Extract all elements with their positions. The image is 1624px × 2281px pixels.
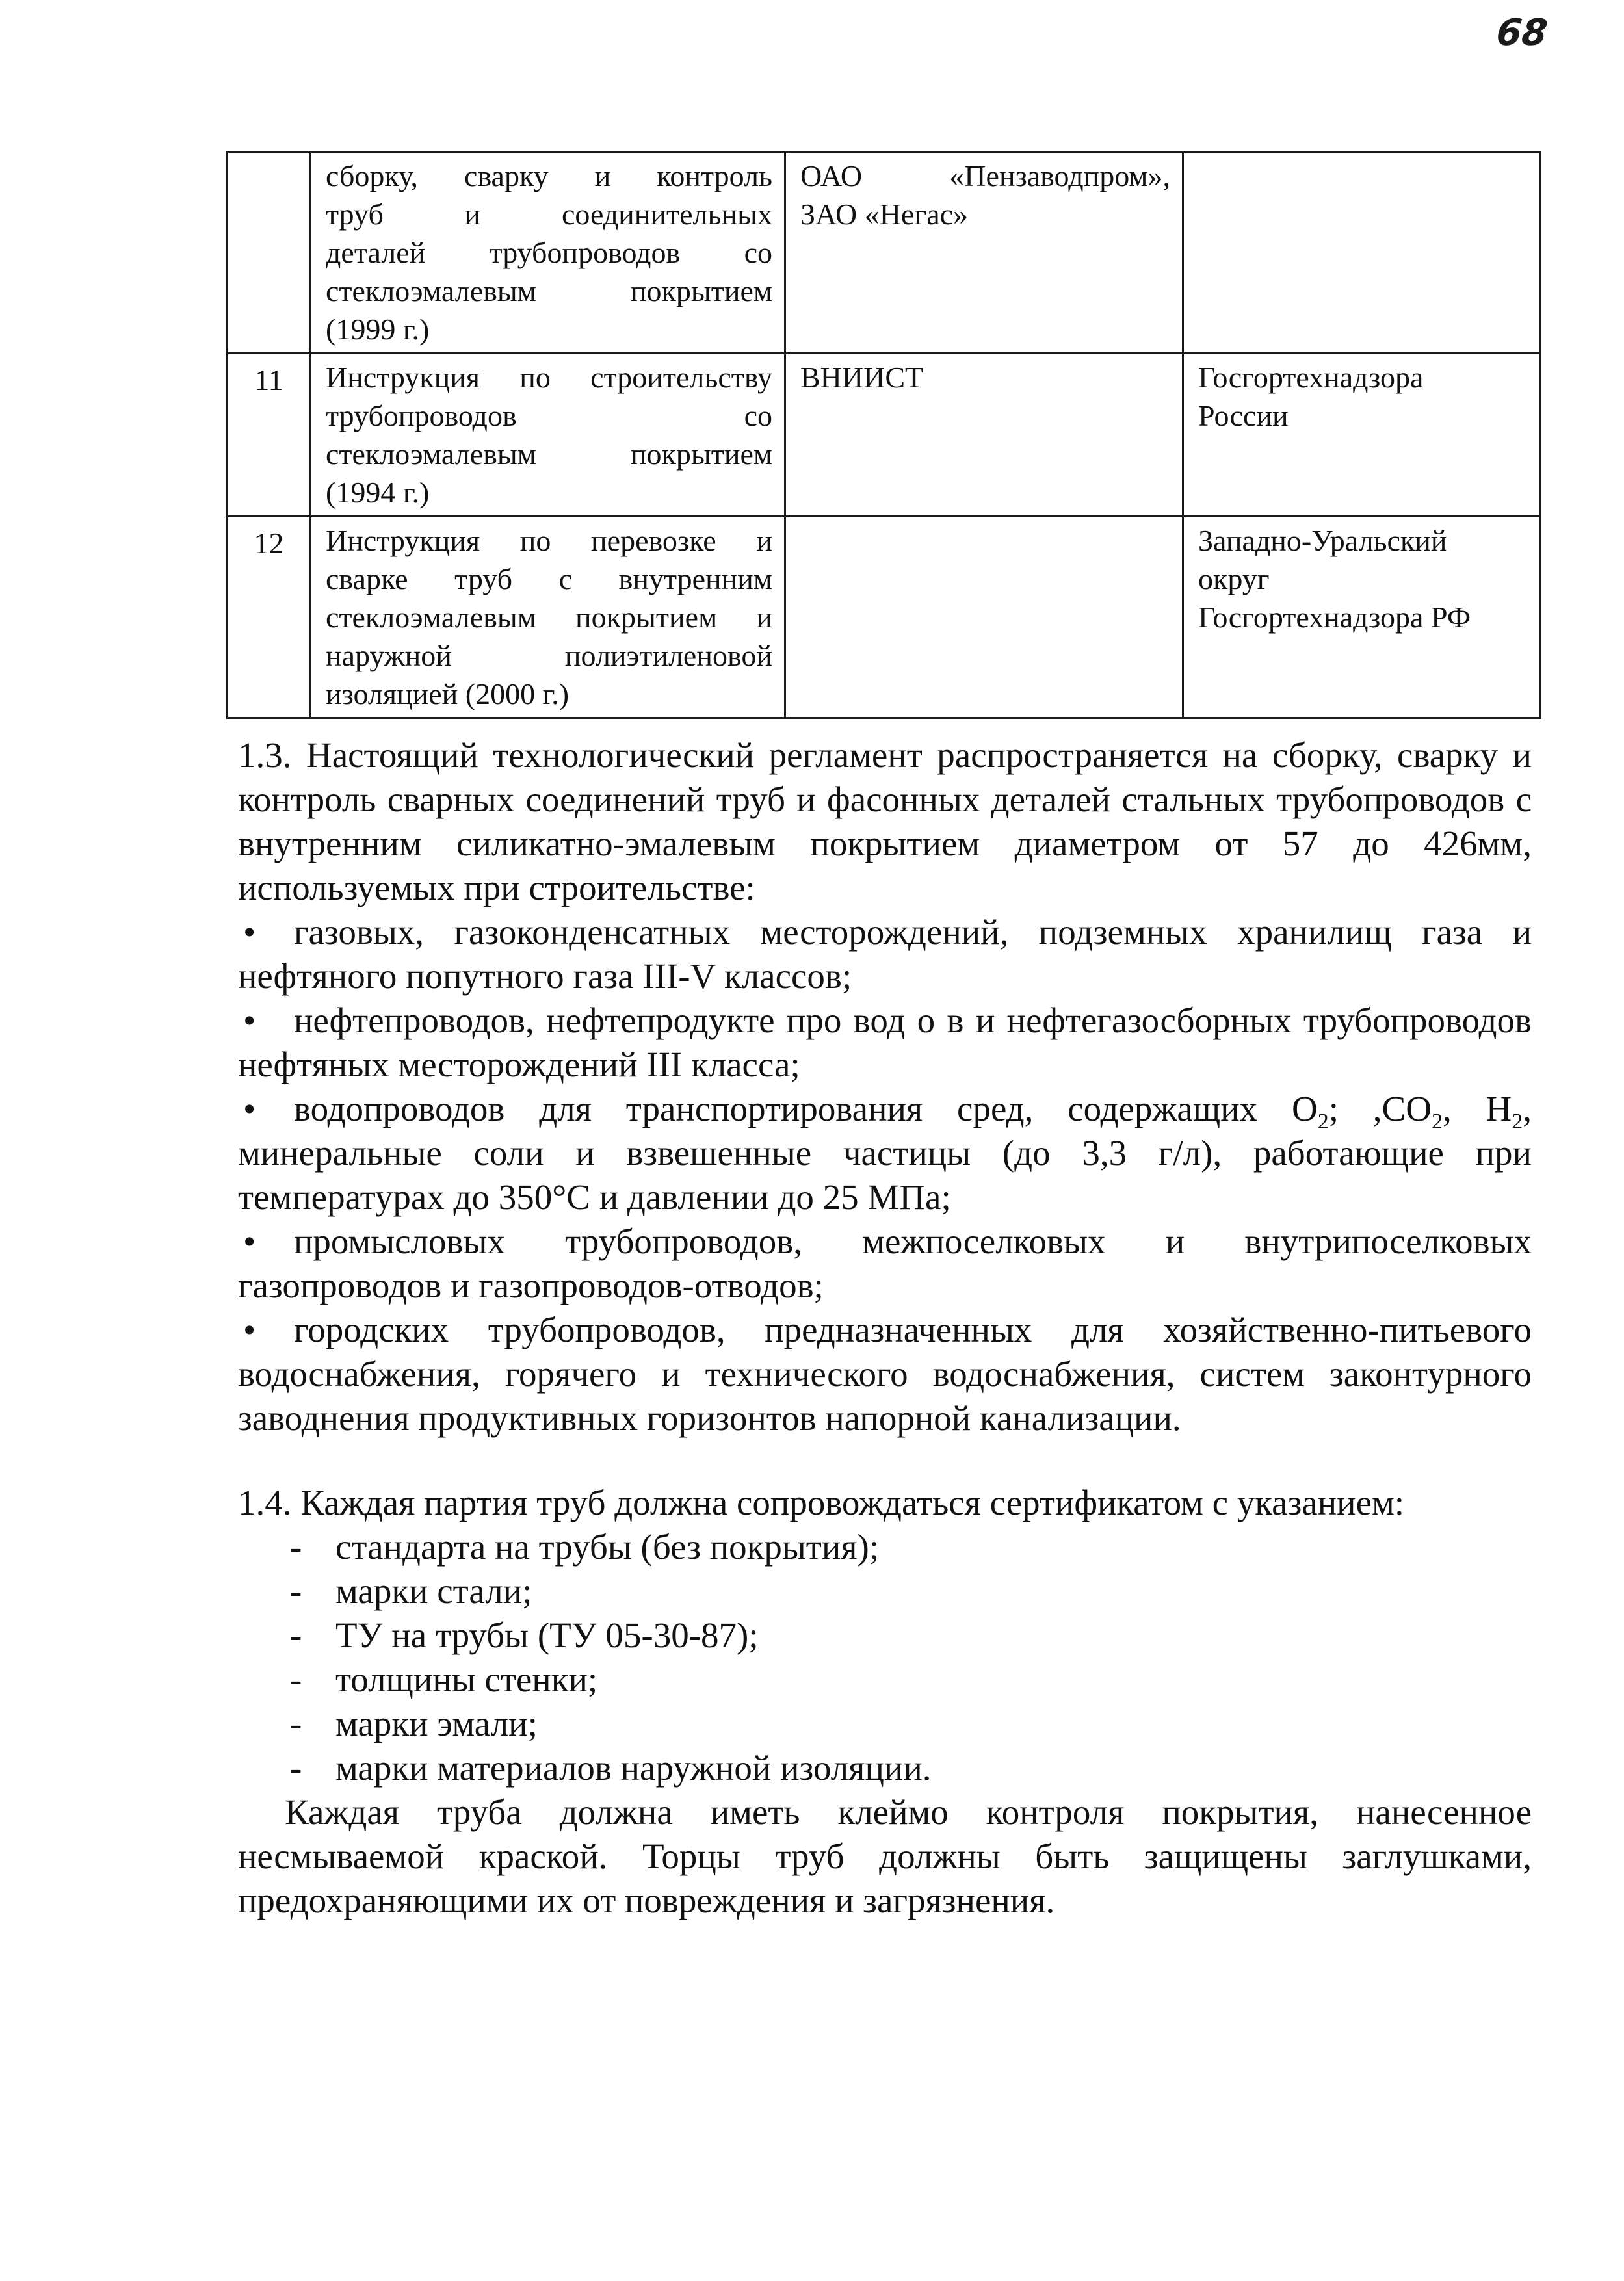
approval-line: Госгортехнадзора РФ [1198, 601, 1471, 634]
subscript: 2 [1512, 1110, 1523, 1134]
bullet-text-part: водопроводов для транспортирования сред, содержащих O [294, 1089, 1318, 1128]
dash-item-text: марки эмали; [335, 1704, 538, 1743]
subscript: 2 [1431, 1110, 1443, 1134]
org-line: ВНИИСТ [800, 361, 924, 394]
dash-mark: - [290, 1615, 302, 1655]
dash-item-text: марки материалов наружной изоляции. [335, 1748, 932, 1788]
title-line: сварке труб с внутренним [326, 562, 772, 595]
list-item [238, 1658, 1532, 1702]
list-item [238, 1613, 1532, 1658]
row-number [228, 152, 311, 354]
list-item [238, 1569, 1532, 1613]
title-line: трубопроводов со [326, 399, 772, 432]
bullet-text: городских трубопроводов, предназначенных для хозяйственно-питьевого водоснабжения, горячего и технического водоснабжения, систем законтурного заводнения продуктивных горизонтов напорной канализации. [238, 1310, 1532, 1438]
title-line: деталей трубопроводов со [326, 236, 772, 269]
org-line: ОАО «Пензаводпром», [800, 159, 1170, 192]
row-number: 11 [228, 354, 311, 517]
title-line: труб и соединительных [326, 198, 772, 231]
organization-cell [785, 152, 1183, 354]
spacer [238, 1440, 1532, 1481]
subscript: 2 [1317, 1110, 1329, 1134]
bullet-text: нефтепроводов, нефтепродукте про вод о в и нефтегазосборных трубопроводов нефтяных месторождений III класса; [238, 1000, 1532, 1084]
row-number: 12 [228, 517, 311, 718]
title-line: Инструкция по перевозке и [326, 524, 772, 557]
document-title-cell [311, 517, 785, 718]
approval-cell [1183, 354, 1541, 517]
approval-line: России [1198, 399, 1289, 432]
dash-mark: - [290, 1748, 302, 1788]
bullet-mark: • [243, 1089, 256, 1128]
table-row [228, 517, 1541, 718]
section-1-4-closing: Каждая труба должна иметь клеймо контроля покрытия, нанесенное несмываемой краской. Торцы труб должны быть защищены заглушками, предохраняющими их от повреждения и загрязнения. [238, 1792, 1532, 1920]
bullet-mark: • [243, 1221, 256, 1261]
bullet-mark: • [243, 912, 256, 952]
section-1-4-intro: 1.4. Каждая партия труб должна сопровождаться сертификатом с указанием: [238, 1483, 1405, 1522]
title-line: стеклоэмалевым покрытием [326, 437, 772, 471]
dash-item-text: стандарта на трубы (без покрытия); [335, 1527, 880, 1567]
title-line: наружной полиэтиленовой [326, 639, 772, 672]
title-line: стеклоэмалевым покрытием и [326, 601, 772, 634]
regulations-table [226, 151, 1541, 719]
dash-mark: - [290, 1571, 302, 1611]
title-line: стеклоэмалевым покрытием [326, 274, 772, 307]
approval-line: Западно-Уральский [1198, 524, 1447, 557]
document-title-cell [311, 354, 785, 517]
bullet-text: промысловых трубопроводов, межпоселковых и внутрипоселковых газопроводов и газопроводов-отводов; [238, 1221, 1532, 1305]
dash-mark: - [290, 1527, 302, 1567]
page-number: 68 [1494, 12, 1550, 54]
title-line: Инструкция по строительству [326, 361, 772, 394]
list-item [238, 1746, 1532, 1790]
bullet-mark: • [243, 1000, 256, 1040]
title-line: (1999 г.) [326, 313, 430, 346]
dash-mark: - [290, 1660, 302, 1699]
table-row [228, 152, 1541, 354]
title-line: (1994 г.) [326, 476, 430, 509]
dash-item-text: толщины стенки; [335, 1660, 598, 1699]
document-title-cell [311, 152, 785, 354]
list-item [238, 1308, 1532, 1440]
title-line: сборку, сварку и контроль [326, 159, 772, 192]
table-row [228, 354, 1541, 517]
list-item [238, 910, 1532, 998]
dash-item-text: ТУ на трубы (ТУ 05-30-87); [335, 1615, 759, 1655]
approval-cell [1183, 517, 1541, 718]
bullet-text-part: , H [1442, 1089, 1512, 1128]
list-item [238, 1219, 1532, 1308]
bullet-text-part: ; ,CO [1328, 1089, 1432, 1128]
list-item [238, 1525, 1532, 1569]
approval-line: округ [1198, 562, 1270, 595]
bullet-text-part: , минеральные соли и взвешенные частицы (до 3,3 г/л), работающие при температурах до 350°C и давлении до 25 МПа; [238, 1089, 1532, 1217]
bullet-mark: • [243, 1310, 256, 1349]
org-line: ЗАО «Негас» [800, 198, 969, 231]
list-item [238, 1702, 1532, 1746]
list-item [238, 998, 1532, 1087]
dash-mark: - [290, 1704, 302, 1743]
section-1-3-intro: 1.3. Настоящий технологический регламент распространяется на сборку, сварку и контроль сварных соединений труб и фасонных деталей стальных трубопроводов с внутренним силикатно-эмалевым покрытием диаметром от 57 до 426мм, используемых при строительстве: [238, 735, 1532, 907]
dash-item-text: марки стали; [335, 1571, 532, 1611]
title-line: изоляцией (2000 г.) [326, 677, 570, 710]
organization-cell [785, 354, 1183, 517]
approval-line: Госгортехнадзора [1198, 361, 1424, 394]
list-item [238, 1087, 1532, 1219]
bullet-text: газовых, газоконденсатных месторождений, подземных хранилищ газа и нефтяного попутного газа III-V классов; [238, 912, 1532, 996]
organization-cell [785, 517, 1183, 718]
approval-cell [1183, 152, 1541, 354]
document-body [238, 733, 1532, 1923]
